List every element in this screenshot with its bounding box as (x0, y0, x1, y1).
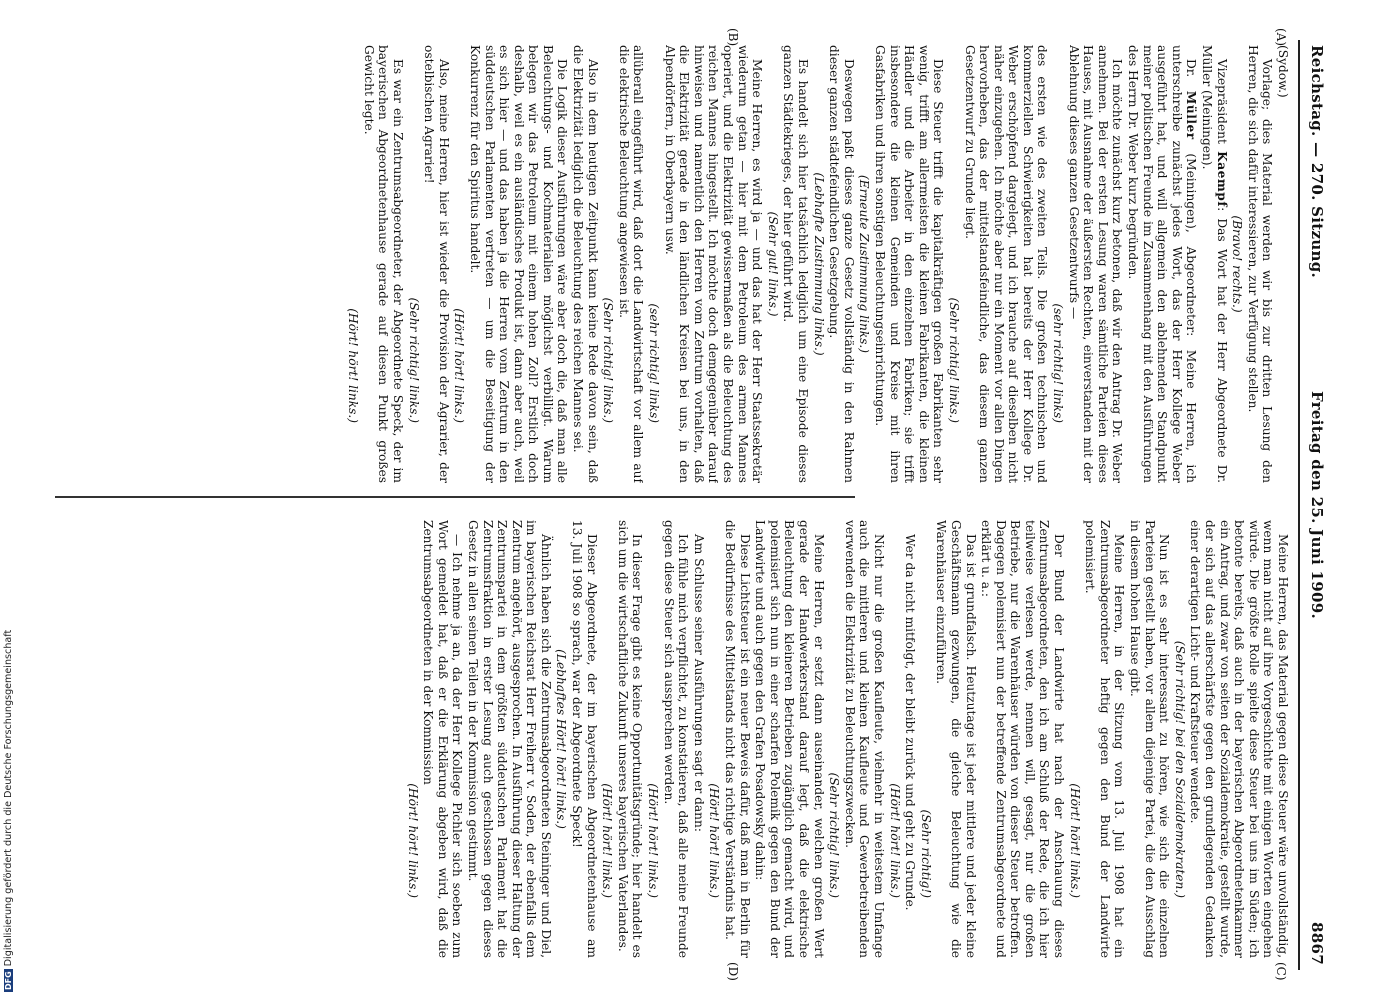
paragraph: des ersten wie des zweiten Teils. Die großen technischen und kommerziellen Schwierigkeiten hat bereits der Herr Kollege Dr. Weber erschöpfend dargelegt, und ich brauche auf dieselben nicht näher einzugehen. Ich möchte aber nur ein Moment vor allen Dingen hervorheben, das der mittelstandsfeindliche, das diesem ganzen Gesetzentwurf zu Grunde liegt. (962, 45, 1050, 483)
paragraph: Diese Lichtsteuer ist ein neuer Beweis dafür, daß man in Berlin für die Bedürfnisse des Mittelstands nicht das richtige Verständnis hat. (723, 520, 752, 958)
paragraph: Die Logik dieser Ausführungen wäre aber doch die, daß man alle Beleuchtungs- und Kochmaterialien möglichst verbilligt. Warum belegen wir das Petroleum mit einem hohen Zoll? Erstlich doch deshalb, weil es ein ausländisches Produkt ist, dann aber auch, weil es sich hier — und das haben ja die Herren vom Zentrum in den süddeutschen Parlamenten vertreten — um die Beseitigung der Konkurrenz für den Spiritus handelt. (467, 45, 570, 483)
paragraph: allüberall eingeführt wird, daß dort die Landwirtschaft vor allem auf die elektrische Beleuchtung angewiesen ist. (616, 45, 646, 483)
interjection: (Hört! hört! links.) (707, 783, 722, 898)
interjection: (Bravo! rechts.) (1230, 215, 1245, 313)
interjection: (Hört! hört! links.) (346, 308, 361, 423)
interjection: (Sehr richtig! bei den Sozialdemokraten.) (1172, 640, 1187, 898)
margin-marker-c: (C) (1274, 962, 1288, 981)
paragraph: Am Schlusse seiner Ausführungen sagt er dann: (691, 534, 706, 832)
page-number: 8867 (1308, 922, 1326, 965)
dfg-logo: DFG (4, 971, 13, 990)
page-header (1300, 45, 1326, 965)
paragraph: In dieser Frage gibt es keine Opportunitätsgründe; hier handelt es sich um die wirtschaftliche Zukunft unseres bayerischen Vaterlandes. (615, 520, 645, 958)
interjection: (Hört! hört! links.) (600, 783, 615, 898)
interjection: (Sehr richtig! links.) (827, 772, 842, 898)
paragraph: Vorlage; dies Material werden wir bis zur dritten Lesung den Herren, die sich dafür interessieren, zur Verfügung stellen. (1245, 45, 1275, 483)
margin-marker-d: (D) (726, 962, 740, 981)
interjection: (Sehr richtig! links.) (601, 297, 616, 423)
paragraph: Es handelt sich hier tatsächlich lediglich um eine Episode dieses ganzen Städtekrieges, der hier geführt wird. (781, 45, 810, 483)
credit-text: Digitalisierung gefördert durch die Deutsche Forschungsgemeinschaft (3, 629, 14, 967)
paragraph: Diese Steuer trifft die kapitalkräftigen großen Fabrikanten sehr wenig, trifft am allermeisten die kleinen Fabrikanten, die kleinen Händler und die Arbeiter in den einzelnen Fabriken; sie trifft insbesondere die kleinen Gemeinden und Kreise mit ihren Gasfabriken und ihren sonstigen Beleuchtungseinrichtungen. (872, 45, 946, 483)
column-rule (55, 496, 855, 498)
paragraph: Also in dem heutigen Zeitpunkt kann keine Rede davon sein, daß die Elektrizität lediglich die Beleuchtung des reichen Mannes sei. (571, 45, 600, 483)
paragraph: Vizepräsident Kaempf: Das Wort hat der Herr Abgeordnete Dr. Müller (Meiningen). (1200, 45, 1229, 483)
interjection: (Lebhaftes Hört! hört! links.) (554, 649, 569, 829)
paragraph: Meine Herren, es wird ja — und das hat der Herr Staatssekretär wiederum getan — hier mit dem Petroleum des armen Mannes operiert, und die Elektrizität gewissermaßen als die Beleuchtung des reichen Mannes hingestellt. Ich möchte doch demgegenüber darauf hinweisen und namentlich den Herren vom Zentrum vorhalten, daß die Elektrizität gerade in den ländlichen Kreisen bei uns, in den Alpendörfern, in Oberbayern usw. (662, 45, 765, 483)
paragraph: Das ist grundfalsch. Heutzutage ist jeder mittlere und jeder kleine Geschäftsmann gezwungen, die gleiche Beleuchtung wie die Warenhäuser einzuführen. (934, 520, 978, 958)
interjection: (Sehr gut! links.) (765, 211, 780, 317)
margin-marker-a: (A) (1274, 28, 1288, 47)
margin-marker-b: (B) (726, 28, 740, 47)
interjection: (sehr richtig! links) (647, 303, 662, 423)
digitization-credit (3, 607, 17, 992)
paragraph: Meine Herren, das Material gegen diese Steuer wäre unvollständig, wenn man nicht auf ihre Vorgeschichte mit einigen Worten eingehen würde. Die größte Rolle spielte diese Steuer bei uns im Süden; ich betonte bereits, daß auch in der bayerischen Abgeordnetenkammer ein Antrag, und zwar von seiten der Sozialdemokratie, gestellt wurde, der sich auf das allerschärfste gegen den grundlegenden Gedanken einer derartigen Licht- und Kraftsteuer wendete. (1188, 520, 1290, 958)
interjection: (Sehr richtig!) (918, 809, 933, 898)
paragraph: Der Bund der Landwirte hat nach der Anschauung dieses Zentrumsabgeordneten, den ich am Schluß der Rede, die ich hier teilweise verlesen werde, nennen will, gesagt, nur die großen Betriebe, nur die Warenhäuser würden von dieser Steuer betroffen. Dagegen polemisiert nun der betreffende Zentrumsabgeordnete und erklärt u. a.: (979, 520, 1067, 958)
paragraph: Dr. Müller (Meiningen), Abgeordneter: Meine Herren, ich unterschreibe zunächst jedes Wort, das der Herr Kollege Weber ausgeführt hat, und will allgemein den ablehnenden Standpunkt meiner politischen Freunde im Zusammenhang mit den Ausführungen des Herrn Dr. Weber kurz begründen. (1126, 45, 1199, 483)
paragraph: Also, meine Herren, hier ist wieder die Provision der Agrarier, der ostelbischen Agrarier! (422, 45, 451, 483)
paragraph: Meine Herren, in der Sitzung vom 13. Juli 1908 hat ein Zentrumsabgeordneter heftig gegen den Bund der Landwirte polemisiert. (1083, 520, 1127, 958)
paragraph: Dieser Abgeordnete, der im bayerischen Abgeordnetenhause am 13. Juli 1908 so sprach, war der Abgeordnete Speck! (570, 520, 599, 958)
interjection: (Lebhafte Zustimmung links.) (811, 172, 826, 356)
interjection: (Hört! hört! links.) (1067, 783, 1082, 898)
text-column-left (60, 45, 1290, 483)
interjection: (Hört! hört! links.) (452, 308, 467, 423)
interjection: (sehr richtig! links) (1051, 303, 1066, 423)
paragraph: Meine Herren, er setzt dann auseinander, welchen großen Wert gerade der Handwerkerstand darauf legt, daß die elektrische Beleuchtung den kleineren Betrieben zugänglich gemacht wird, und polemisiert sich nun in einer scharfen Polemik gegen den Bund der Landwirte und auch gegen den Grafen Posadowsky dahin: (753, 520, 826, 958)
interjection: (Sehr richtig! links.) (946, 297, 961, 423)
rotated-page (40, 0, 1340, 1000)
interjection: (Hört! hört! links.) (887, 783, 902, 898)
interjection: (Hört! hört! links.) (405, 783, 420, 898)
interjection: (Erneute Zustimmung links.) (857, 174, 872, 354)
paragraph: Ich möchte zunächst kurz betonen, daß wir den Antrag Dr. Weber annehmen. Bei der ersten Lesung waren sämtliche Parteien dieses Hauses, mit Ausnahme der äußersten Rechten, einverstanden mit der Ablehnung dieses ganzen Gesetzentwurfs — (1066, 45, 1125, 483)
paragraph: Ähnlich haben sich die Zentrumsabgeordneten Steininger und Diel, im bayerischen Reichsrat Herr Freiherr v. Soden, der ebenfalls dem Zentrum angehört, ausgesprochen. In Ausführung dieser Haltung der Zentrumspartei in dem größten süddeutschen Parlament hat die Zentrumsfraktion in erster Lesung auch geschlossen gegen dieses Gesetz in allen seinen Teilen in der Kommission gestimmt. (465, 520, 553, 958)
paragraph: Nun ist es sehr interessant zu hören, wie sich die einzelnen Parteien gestellt haben, vor allem diejenige Partei, die den Ausschlag in diesem hohen Hause gibt. (1128, 520, 1172, 958)
header-rule (1298, 40, 1300, 970)
header-date: Freitag den 25. Juni 1909. (1308, 391, 1326, 619)
header-left: Reichstag. — 270. Sitzung. (1308, 45, 1326, 279)
text-column-right (60, 520, 1290, 958)
paragraph: Wer da nicht mitfolgt, der bleibt zurück und geht zu Grunde. (903, 534, 918, 911)
paragraph: — Ich nehme ja an, da der Herr Kollege Pichler sich soeben zum Wort gemeldet hat, daß er die Erklärung abgeben wird, daß die Zentrumsabgeordneten in der Kommission (421, 520, 465, 958)
interjection: (Hört! hört! links.) (646, 783, 661, 898)
paragraph: (Sydow.) (1276, 45, 1290, 98)
interjection: (Sehr richtig! links.) (406, 297, 421, 423)
paragraph: Ich fühle mich verpflichtet, zu konstatieren, daß alle meine Freunde gegen diese Steuer sich aussprechen werden. (661, 520, 691, 958)
paragraph: Nicht nur die großen Kaufleute, vielmehr in weitestem Umfange auch die mittleren und kleinen Kaufleute und Gewerbetreibenden verwenden die Elektrizität zu Beleuchtungszwecken. (842, 520, 886, 958)
paragraph: Es war ein Zentrumsabgeordneter, der Abgeordnete Speck, der im bayerischen Abgeordnetenhause gerade auf diesen Punkt großes Gewicht legte. (361, 45, 405, 483)
paragraph: Deswegen paßt dieses ganze Gesetz vollständig in den Rahmen dieser ganzen städtefeindlichen Gesetzgebung. (827, 45, 856, 483)
